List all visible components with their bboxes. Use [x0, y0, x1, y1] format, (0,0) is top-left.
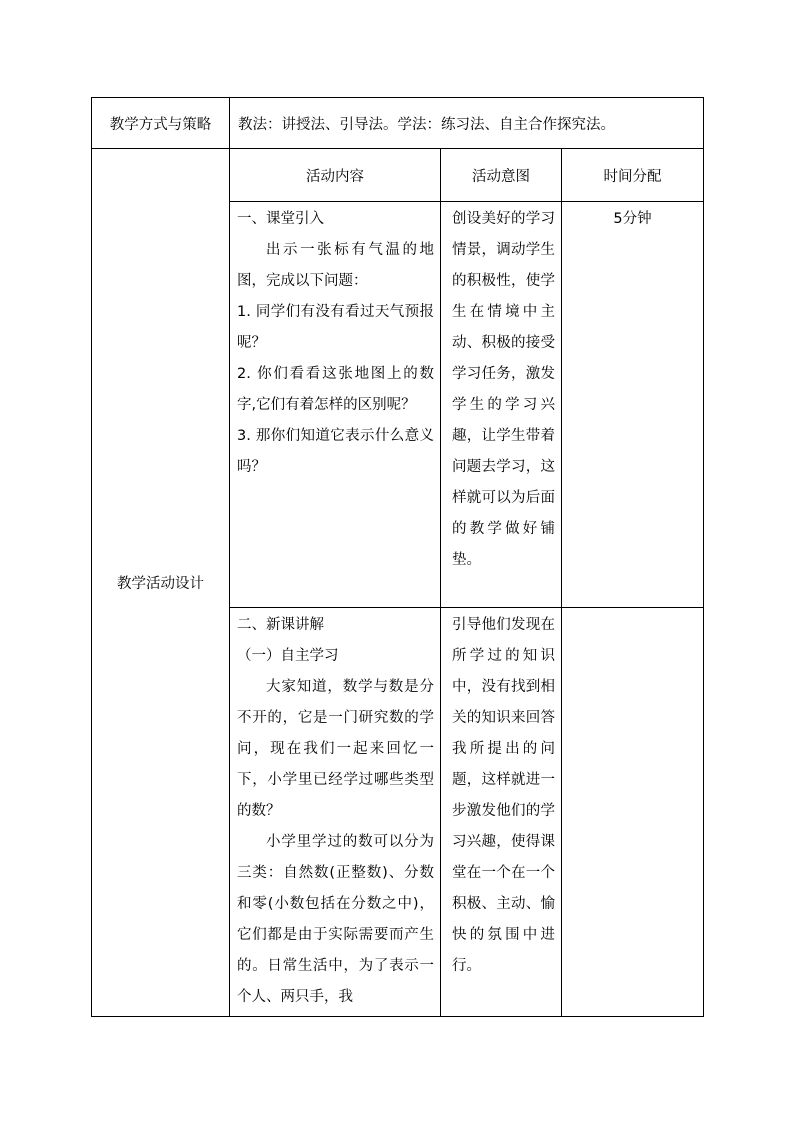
- section1-title: 一、课堂引入: [237, 211, 324, 227]
- section1-question-2: 2. 你们看看这张地图上的数字,它们有着怎样的区别呢？: [237, 366, 434, 413]
- section2-content: [230, 608, 441, 1017]
- section1-content: [230, 202, 441, 608]
- section2-title: 二、新课讲解: [237, 617, 324, 633]
- section2-para-1: 大家知道，数学与数是分不开的，它是一门研究数的学问，现在我们一起来回忆一下，小学里已经学过哪些类型的数？: [237, 679, 434, 819]
- design-label: 教学活动设计: [92, 149, 230, 1017]
- method-value: 教法：讲授法、引导法。学法：练习法、自主合作探究法。: [230, 98, 704, 149]
- section1-question-1: 1. 同学们有没有看过天气预报呢？: [237, 304, 434, 351]
- header-time: 时间分配: [562, 149, 704, 202]
- section2-time: [562, 608, 704, 1017]
- section1-intro: 出示一张标有气温的地图，完成以下问题：: [237, 242, 434, 289]
- section2-para-2: 小学里学过的数可以分为三类：自然数(正整数)、分数和零(小数包括在分数之中)，它们都是由于实际需要而产生的。日常生活中，为了表示一个人、两只手，我: [237, 834, 434, 1005]
- section1-question-3: 3. 那你们知道它表示什么意义吗？: [237, 428, 434, 475]
- section1-intent: 创设美好的学习情景，调动学生的积极性，使学生在情境中主动、积极的接受学习任务，激发学生的学习兴趣，让学生带着问题去学习，这样就可以为后面的教学做好铺垫。: [441, 202, 562, 608]
- lesson-plan-table: [91, 97, 704, 1017]
- method-label: 教学方式与策略: [92, 98, 230, 149]
- section2-intent: 引导他们发现在所学过的知识中，没有找到相关的知识来回答我所提出的问题，这样就进一步激发他们的学习兴趣，使得课堂在一个在一个积极、主动、愉快的氛围中进行。: [441, 608, 562, 1017]
- header-row: [92, 149, 704, 202]
- method-row: [92, 98, 704, 149]
- section2-subtitle: （一）自主学习: [237, 648, 339, 664]
- header-content: 活动内容: [230, 149, 441, 202]
- header-intent: 活动意图: [441, 149, 562, 202]
- section1-time: 5分钟: [562, 202, 704, 608]
